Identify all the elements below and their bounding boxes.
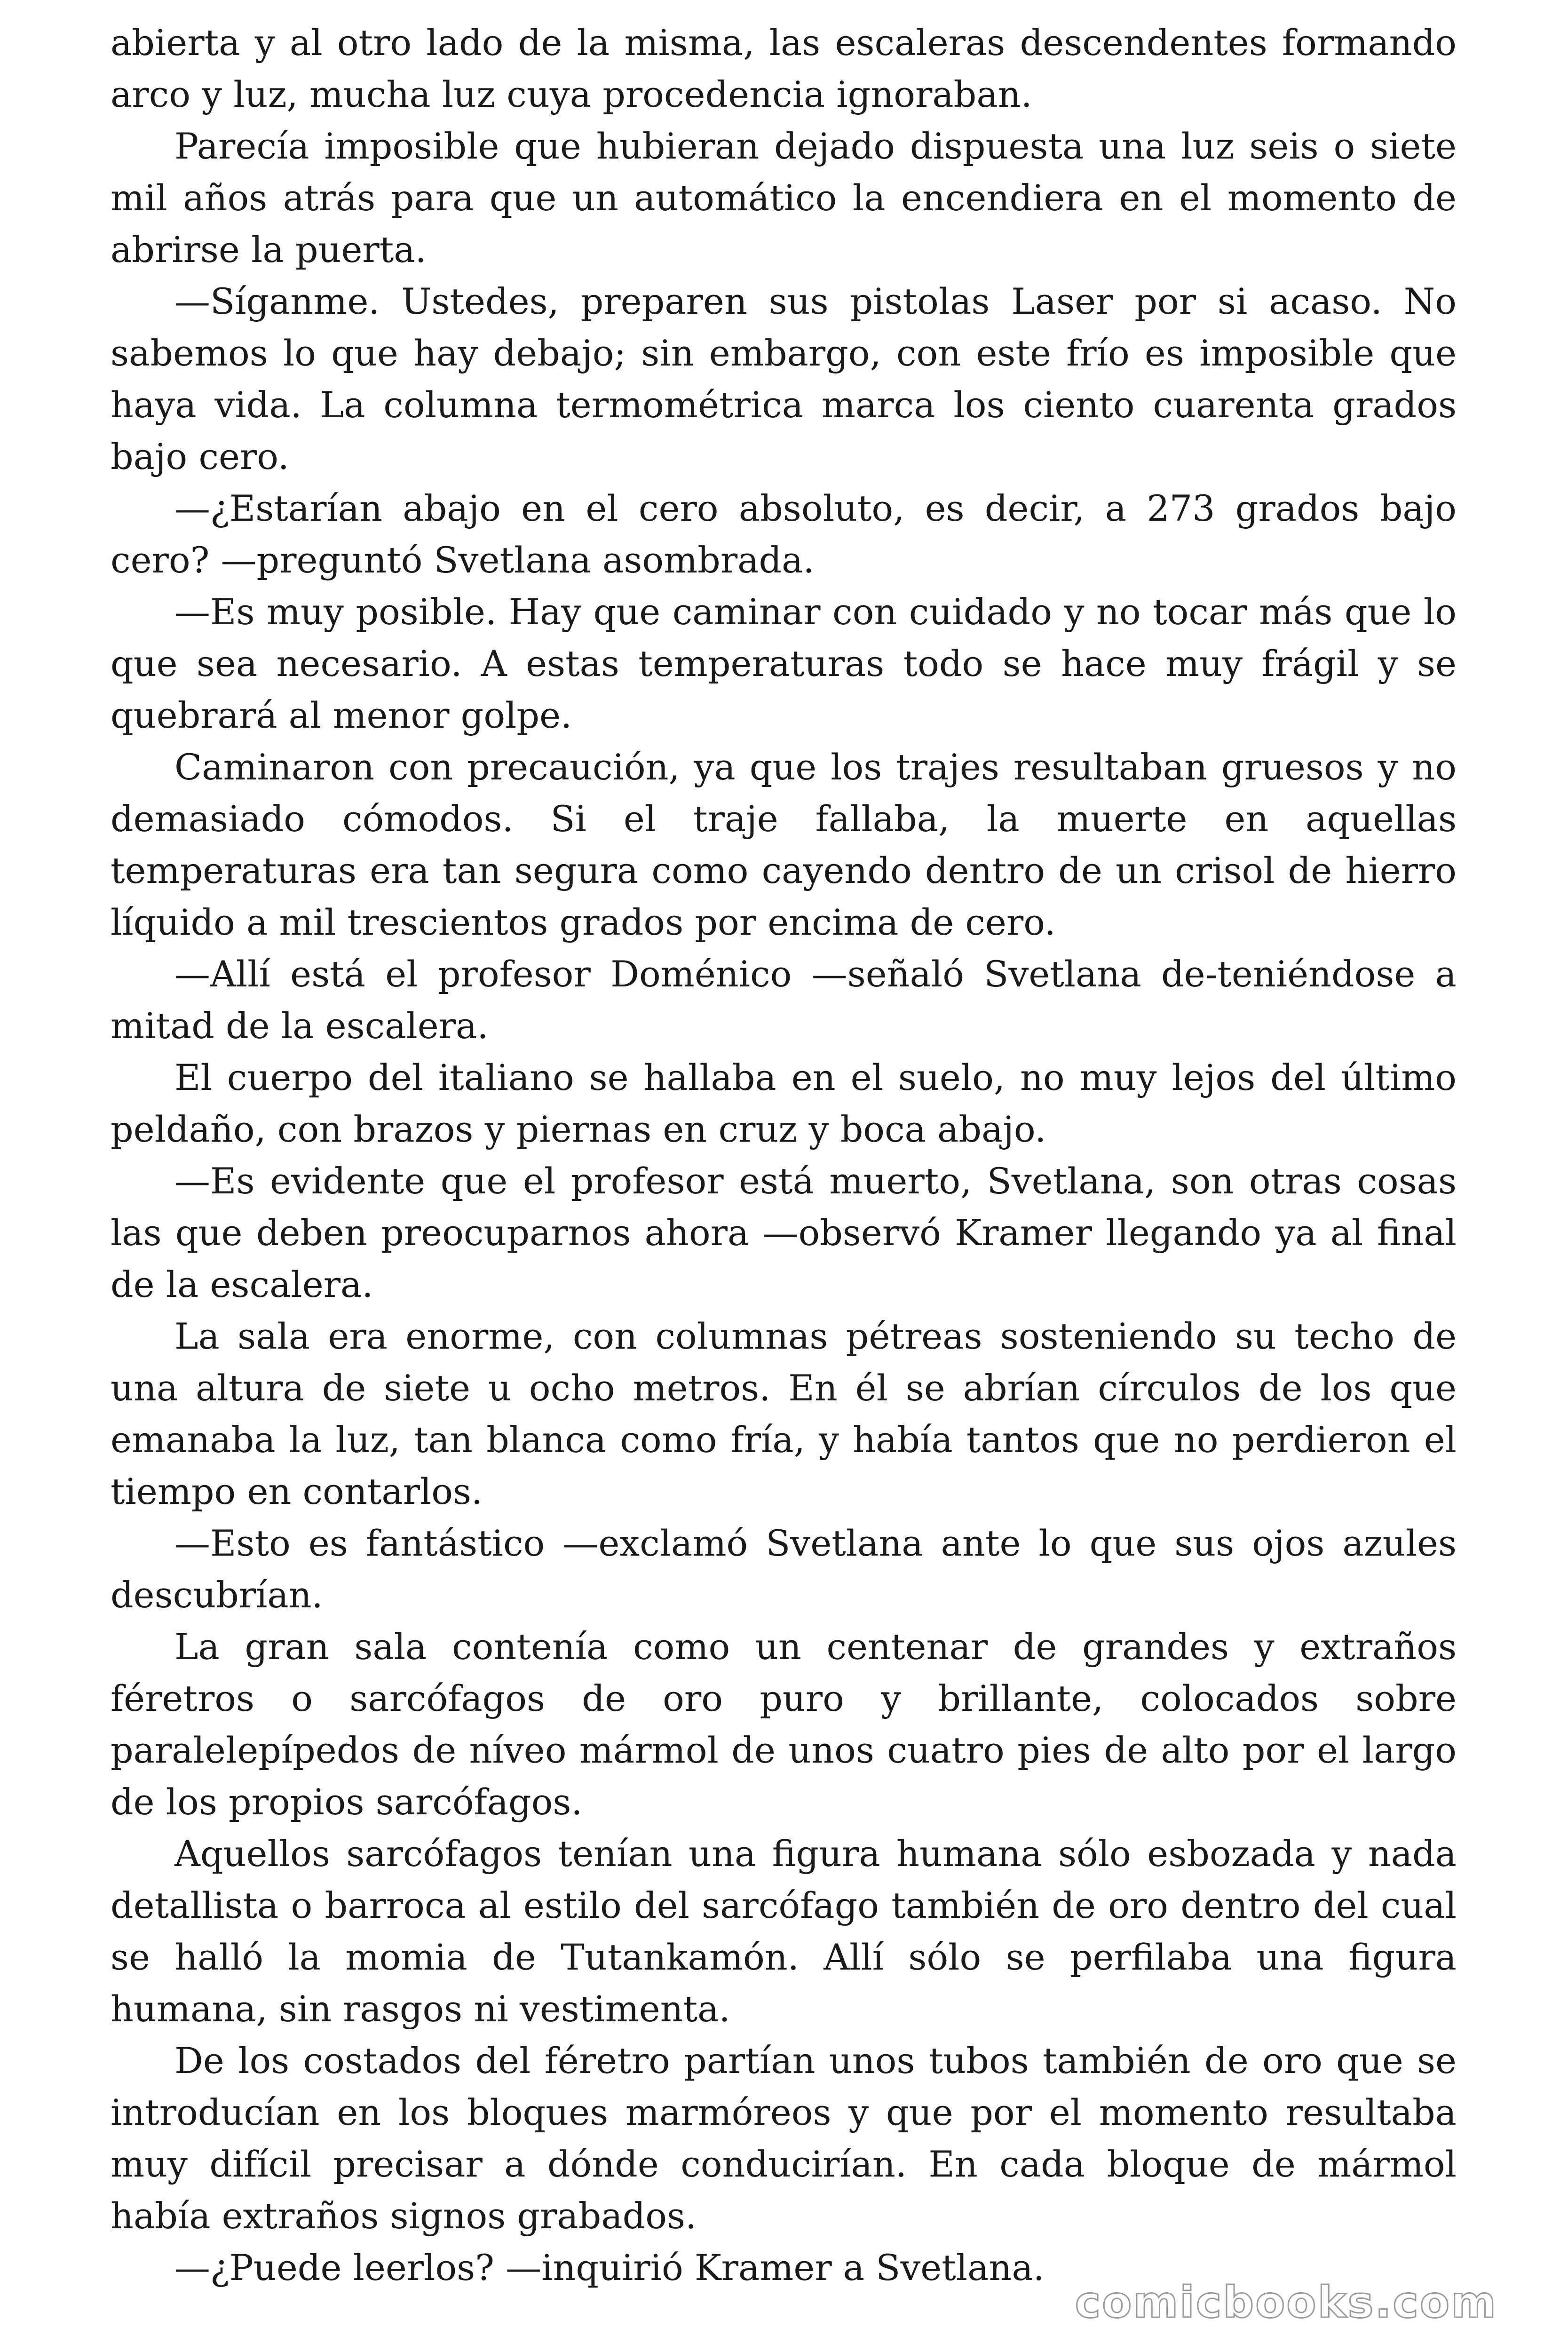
paragraph-dialogue: —Es muy posible. Hay que caminar con cuidado y no tocar más que lo que sea necesario. A estas temperaturas todo se hace muy frágil y se quebrará al menor golpe. [111, 591, 1457, 736]
paragraph: Parecía imposible que hubieran dejado dispuesta una luz seis o siete mil años atrás para que un automático la encendiera en el momento de abrirse la puerta. [111, 125, 1457, 270]
paragraph: El cuerpo del italiano se hallaba en el suelo, no muy lejos del último peldaño, con brazos y piernas en cruz y boca abajo. [111, 1057, 1457, 1150]
paragraph-dialogue: —Síganme. Ustedes, preparen sus pistolas Laser por si acaso. No sabemos lo que hay debajo; sin embargo, con este frío es imposible que haya vida. La columna termométrica marca los ciento cuarenta grados bajo cero. [111, 280, 1457, 477]
paragraph: Caminaron con precaución, ya que los trajes resultaban gruesos y no demasiado cómodos. Si el traje fallaba, la muerte en aquellas temperaturas era tan segura como cayendo dentro de un crisol de hierro líquido a mil trescientos grados por encima de cero. [111, 746, 1457, 943]
paragraph: La gran sala contenía como un centenar de grandes y extraños féretros o sarcófagos de oro puro y brillante, colocados sobre paralelepípedos de níveo mármol de unos cuatro pies de alto por el largo de los propios sarcófagos. [111, 1626, 1457, 1823]
paragraph-dialogue: —¿Puede leerlos? —inquirió Kramer a Svetlana. [174, 2247, 1045, 2288]
paragraph-dialogue: —Allí está el profesor Doménico —señaló Svetlana de-teniéndose a mitad de la escalera. [111, 953, 1457, 1047]
paragraph-dialogue: —Esto es fantástico —exclamó Svetlana ante lo que sus ojos azules descubrían. [111, 1522, 1457, 1616]
paragraph-dialogue: —Es evidente que el profesor está muerto, Svetlana, son otras cosas las que deben preocuparnos ahora —observó Kramer llegando ya al final de la escalera. [111, 1160, 1457, 1305]
paragraph: De los costados del féretro partían unos tubos también de oro que se introducían en los bloques marmóreos y que por el momento resultaba muy difícil precisar a dónde conducirían. En cada bloque de mármol había extraños signos grabados. [111, 2040, 1457, 2237]
watermark: comicbooks.com [1075, 2277, 1497, 2328]
paragraph-dialogue: —¿Estarían abajo en el cero absoluto, es decir, a 273 grados bajo cero? —preguntó Svetlana asombrada. [111, 487, 1457, 581]
book-page-text [111, 17, 1457, 2294]
paragraph-continued: abierta y al otro lado de la misma, las escaleras descendentes formando arco y luz, mucha luz cuya procedencia ignoraban. [111, 22, 1457, 115]
paragraph: La sala era enorme, con columnas pétreas sosteniendo su techo de una altura de siete u ocho metros. En él se abrían círculos de los que emanaba la luz, tan blanca como fría, y había tantos que no perdieron el tiempo en contarlos. [111, 1315, 1457, 1512]
paragraph: Aquellos sarcófagos tenían una figura humana sólo esbozada y nada detallista o barroca al estilo del sarcófago también de oro dentro del cual se halló la momia de Tutankamón. Allí sólo se perfilaba una figura humana, sin rasgos ni vestimenta. [111, 1833, 1457, 2030]
